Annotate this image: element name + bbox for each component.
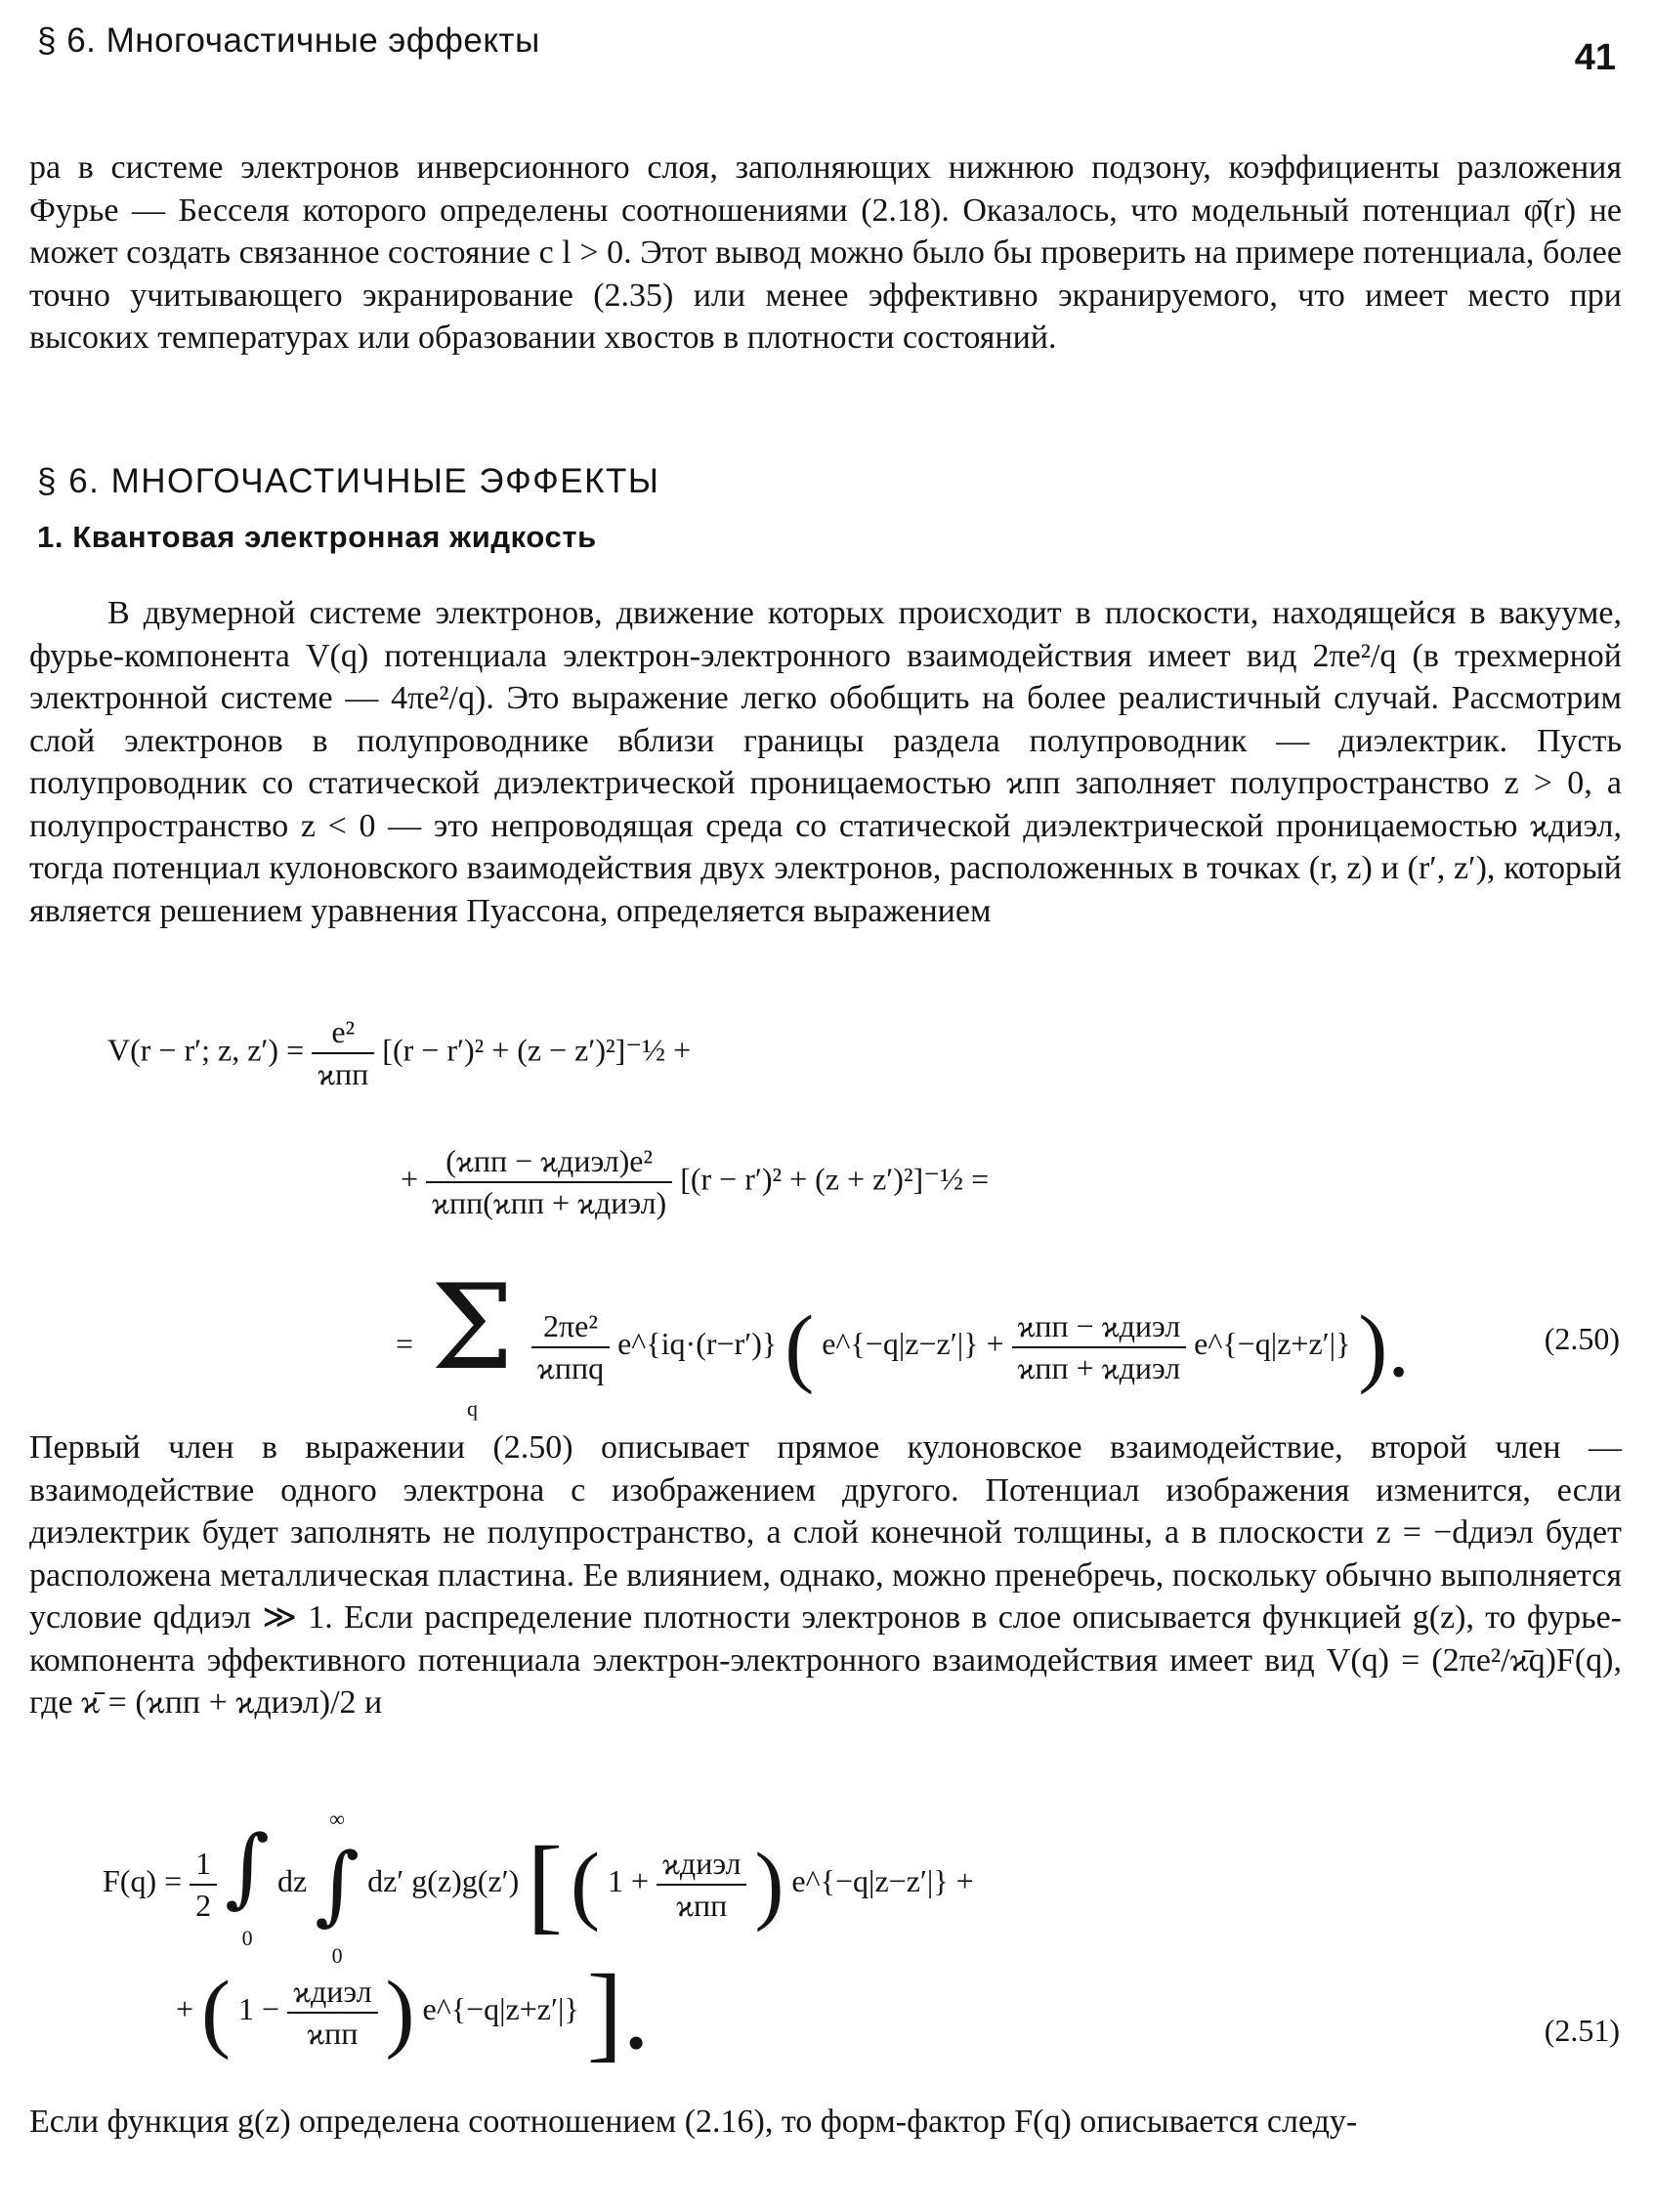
sigma-symbol: Σ: [431, 1260, 514, 1396]
integral-1: [225, 1816, 270, 1953]
numerator: ϰдиэл: [657, 1846, 746, 1886]
numerator: e²: [312, 1014, 374, 1054]
paragraph-after-2-50: Первый член в выражении (2.50) описывает прямое кулоновское взаимодействие, второй член — взаимодействие одного электрона с изображением другого. Потенциал изображения изменится, если диэлектрик будет заполнять не полупространство, а слой конечной толщины, а в плоскости z = −dдиэл будет расположена металлическая пластина. Ее влиянием, однако, можно пренебречь, поскольку обычно выполняется условие qdдиэл ≫ 1. Если распределение плотности электронов в слое описывается функцией g(z), то фурье-компонента эффективного потенциала электрон-электронного взаимодействия имеет вид V(q) = (2πe²/ϰ̄q)F(q), где ϰ̄ = (ϰпп + ϰдиэл)/2 и: [29, 1429, 1622, 1721]
fraction-half: [190, 1846, 217, 1924]
integrand: dz′ g(z)g(z′): [367, 1862, 520, 1898]
equals-sign: =: [396, 1325, 414, 1361]
exp-term-2: e^{−q|z+z′|}: [422, 1990, 579, 2026]
page-number: 41: [1574, 37, 1616, 78]
integral-lower-limit: 0: [241, 1925, 253, 1950]
sum-operator: [431, 1260, 514, 1424]
plus-sign: +: [401, 1161, 419, 1197]
eq-lhs: V(r − r′; z, z′) =: [107, 1032, 305, 1068]
equation-2-50-line-3: [396, 1260, 1410, 1424]
denominator: ϰпп(ϰпп + ϰдиэл): [432, 1185, 667, 1220]
one-minus: 1 −: [238, 1990, 280, 2026]
denominator: 2: [195, 1887, 212, 1923]
fraction: [426, 1143, 672, 1221]
paragraph-last: Если функция g(z) определена соотношением (2.16), то форм-фактор F(q) описывается следу-: [29, 2104, 1358, 2140]
paragraph-continuation: ра в системе электронов инверсионного слоя, заполняющих нижнюю подзону, коэффициенты разложения Фурье — Бесселя которого определены соотношениями (2.18). Оказалось, что модельный потенциал φ̄(r) не может создать связанное состояние с l > 0. Этот вывод можно было бы проверить на примере потенциала, более точно учитывающего экранирование (2.35) или менее эффективно экранируемого, что имеет место при высоких температурах или образовании хвостов в плотности состояний.: [29, 149, 1622, 356]
integral-2: [315, 1798, 360, 1971]
exp-term-1: e^{−q|z−z′|} +: [822, 1325, 1004, 1361]
right-paren: ): [385, 1964, 415, 2061]
differential: dz: [277, 1862, 308, 1898]
left-paren: (: [201, 1964, 232, 2061]
fraction: [1012, 1308, 1187, 1386]
subsection-heading: 1. Квантовая электронная жидкость: [37, 520, 597, 554]
equation-2-50-line-1: [107, 1014, 691, 1092]
fraction: [531, 1308, 610, 1386]
left-paren: (: [784, 1298, 815, 1395]
eq-term: [(r − r′)² + (z + z′)²]⁻½ =: [680, 1161, 990, 1197]
integral-lower-limit: 0: [331, 1943, 343, 1968]
integral-upper-limit: ∞: [329, 1807, 345, 1831]
equation-2-50-line-2: [401, 1143, 989, 1221]
denominator: ϰпп + ϰдиэл: [1017, 1349, 1181, 1385]
denominator: ϰпп: [676, 1887, 728, 1923]
exponential-term: e^{iq·(r−r′)}: [617, 1325, 778, 1361]
integral-sign: ∫: [315, 1834, 360, 1935]
denominator: ϰппq: [536, 1349, 605, 1385]
equation-2-51-line-1: [103, 1798, 974, 1971]
denominator: ϰпп: [318, 1056, 369, 1091]
one-plus: 1 +: [607, 1862, 649, 1898]
integral-sign: ∫: [225, 1815, 271, 1917]
section-heading: § 6. МНОГОЧАСТИЧНЫЕ ЭФФЕКТЫ: [37, 462, 660, 500]
eq-term: [(r − r′)² + (z − z′)²]⁻½ +: [382, 1032, 692, 1068]
equation-2-51-line-2: [176, 1950, 650, 2074]
numerator: (ϰпп − ϰдиэл)e²: [426, 1143, 672, 1183]
running-title: § 6. Многочастичные эффекты: [37, 21, 540, 60]
exp-term-2: e^{−q|z+z′|}: [1194, 1325, 1351, 1361]
fraction: [657, 1846, 746, 1924]
exp-term-1: e^{−q|z−z′|} +: [791, 1862, 974, 1898]
right-paren: ): [754, 1836, 784, 1933]
equation-number-2-50: (2.50): [1544, 1321, 1620, 1356]
denominator: ϰпп: [307, 2015, 359, 2051]
left-bracket: [: [527, 1824, 563, 1943]
numerator: ϰпп − ϰдиэл: [1012, 1308, 1187, 1348]
sum-index: q: [466, 1396, 478, 1421]
right-bracket: ].: [586, 1952, 650, 2071]
right-paren: ).: [1358, 1298, 1410, 1395]
eq-lhs: F(q) =: [103, 1862, 183, 1898]
numerator: ϰдиэл: [287, 1974, 377, 2014]
numerator: 2πe²: [531, 1308, 610, 1348]
equation-number-2-51: (2.51): [1544, 2013, 1620, 2048]
fraction: [312, 1014, 374, 1092]
numerator: 1: [190, 1846, 217, 1886]
left-paren: (: [570, 1836, 600, 1933]
paragraph-intro: В двумерной системе электронов, движение которых происходит в плоскости, находящейся в вакууме, фурье-компонента V(q) потенциала электрон-электронного взаимодействия имеет вид 2πe²/q (в трехмерной электронной системе — 4πe²/q). Это выражение легко обобщить на более реалистичный случай. Рассмотрим слой электронов в полупроводнике вблизи границы раздела полупроводник — диэлектрик. Пусть полупроводник со статической диэлектрической проницаемостью ϰпп заполняет полупространство z > 0, а полупространство z < 0 — это непроводящая среда со статической диэлектрической проницаемостью ϰдиэл, тогда потенциал кулоновского взаимодействия двух электронов, расположенных в точках (r, z) и (r′, z′), который является решением уравнения Пуассона, определяется выражением: [29, 595, 1622, 929]
plus-sign: +: [176, 1990, 194, 2026]
fraction: [287, 1974, 377, 2052]
